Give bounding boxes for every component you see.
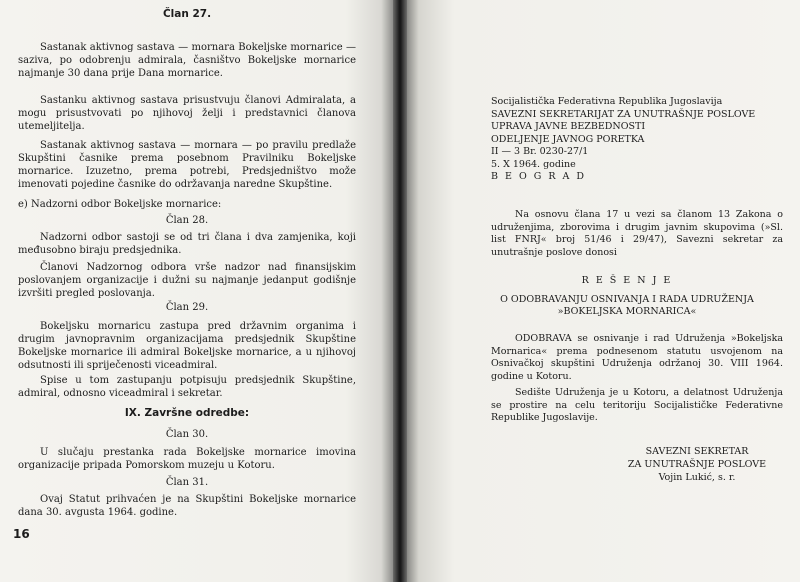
clan27-paragraph-1: Sastanak aktivnog sastava — mornara Bokeljske mornarice — saziva, po odobrenju admirala, časništvo Bokeljske mornarice najmanje 30 dana prije Dana mornarice. — [18, 42, 356, 79]
page-number: 16 — [13, 527, 30, 541]
header-country: Socijalistička Federativna Republika Jugoslavija — [491, 96, 723, 107]
header-department: ODELJENJE JAVNOG PORETKA — [491, 133, 645, 145]
signature-name: Vojin Lukić, s. r. — [658, 472, 736, 483]
section-e-heading: e) Nadzorni odbor Bokeljske mornarice: — [18, 199, 222, 210]
book-gutter — [393, 0, 407, 582]
clan31-paragraph-1: Ovaj Statut prihvaćen je na Skupštini Bokeljske mornarice dana 30. avgusta 1964. godine. — [18, 494, 356, 518]
subject-line-1: O ODOBRAVANJU OSNIVANJA I RADA UDRUŽENJA — [500, 294, 754, 305]
clan29-paragraph-2: Spise u tom zastupanju potpisuju predsjednik Skupštine, admiral, odnosno viceadmiral i sekretar. — [18, 375, 356, 399]
header-date: 5. X 1964. godine — [491, 158, 576, 170]
clan30-paragraph-1: U slučaju prestanka rada Bokeljske mornarice imovina organizacije pripada Pomorskom muzeju u Kotoru. — [18, 447, 356, 471]
clan28-paragraph-2: Članovi Nadzornog odbora vrše nadzor nad finansijskim poslovanjem organizacije i dužni su najmanje jedanput godišnje izvršiti pregled poslovanja. — [18, 262, 356, 299]
document-header — [491, 96, 791, 184]
clan27-paragraph-2: Sastanku aktivnog sastava prisustvuju članovi Admiralata, a mogu prisustvovati po njihovoj želji i predstavnici članova utemeljitelja. — [18, 95, 356, 132]
subject-line-2: »BOKELJSKA MORNARICA« — [557, 306, 697, 317]
clan28-title: Član 28. — [165, 215, 209, 226]
clan30-title: Član 30. — [165, 429, 209, 440]
clan28-paragraph-1: Nadzorni odbor sastoji se od tri člana i dva zamjenika, koji međusobno biraju predsjednika. — [18, 232, 356, 256]
signature-title-2: ZA UNUTRAŠNJE POSLOVE — [627, 459, 767, 470]
clan29-title: Član 29. — [165, 302, 209, 313]
clan27-paragraph-3: Sastanak aktivnog sastava — mornara — po pravilu predlaže Skupštini časnike prema posebnom Pravilniku Bokeljske mornarice. Izuzetno, prema potrebi, Predsjedništvo može imenovati pojedine časnike do održavanja naredne Skupštine. — [18, 140, 356, 190]
signature-title-1: SAVEZNI SEKRETAR — [645, 446, 749, 457]
header-administration: UPRAVA JAVNE BEZBEDNOSTI — [491, 121, 646, 132]
right-page — [407, 0, 800, 582]
left-page — [0, 0, 393, 582]
clan29-paragraph-1: Bokeljsku mornaricu zastupa pred državnim organima i drugim javnopravnim organizacijama predsjednik Skupštine Bokeljske mornarice ili admiral Bokeljske mornarice, a u njihovoj odsutnosti ili spriječenosti viceadmiral. — [18, 321, 356, 371]
decision-intro: Na osnovu člana 17 u vezi sa članom 13 Zakona o udruženjima, zborovima i drugim javnim skupovima (»Sl. list FNRJ« broj 51/46 i 29/47), Savezni sekretar za unutrašnje poslove donosi — [491, 209, 783, 258]
resenje-title: R E Š E N J E — [581, 275, 673, 286]
header-reference-number: II — 3 Br. 0230-27/1 — [491, 146, 589, 157]
section-ix-heading: IX. Završne odredbe: — [124, 407, 250, 419]
header-city: B E O G R A D — [491, 171, 587, 182]
approval-paragraph: ODOBRAVA se osnivanje i rad Udruženja »Bokeljska Mornarica« prema podnesenom statutu usvojenom na Osnivačkoj skupštini Udruženja održanoj 30. VIII 1964. godine u Kotoru. — [491, 333, 783, 382]
header-ministry: SAVEZNI SEKRETARIJAT ZA UNUTRAŠNJE POSLOVE — [491, 108, 756, 120]
clan31-title: Član 31. — [165, 477, 209, 488]
clan27-title: Član 27. — [162, 8, 212, 20]
seat-paragraph: Sedište Udruženja je u Kotoru, a delatnost Udruženja se prostire na celu teritoriju Socijalističke Federativne Republike Jugoslavije. — [491, 387, 783, 423]
